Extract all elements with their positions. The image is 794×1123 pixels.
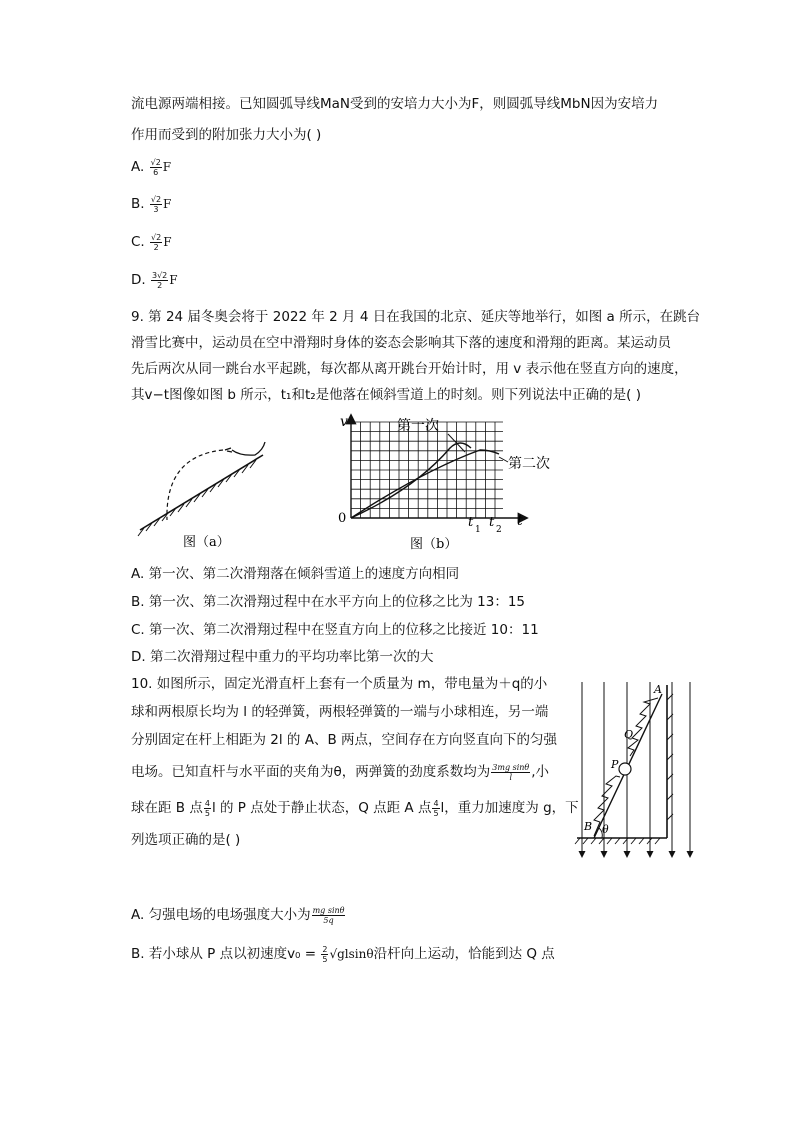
option-suffix: F bbox=[162, 160, 172, 174]
denominator: 3 bbox=[153, 204, 159, 214]
numerator: 3√2 bbox=[151, 270, 168, 280]
fraction bbox=[312, 906, 346, 925]
point-q-label: Q bbox=[624, 728, 634, 741]
numerator: 3mg sinθ bbox=[492, 762, 530, 772]
fraction bbox=[150, 233, 162, 252]
text-run: l，重力加速度为 g，下 bbox=[440, 800, 579, 816]
numerator: 2 bbox=[322, 944, 328, 954]
text-run: A. 匀强电场的电场强度大小为 bbox=[131, 907, 311, 923]
spring-rod-figure bbox=[572, 680, 697, 860]
v-axis-label: v bbox=[340, 414, 348, 430]
fraction bbox=[150, 158, 162, 177]
text-run: 电场。已知直杆与水平面的夹角为θ，两弹簧的劲度系数均为 bbox=[131, 764, 491, 780]
q9-stem-line-2: 滑雪比赛中，运动员在空中滑翔时身体的姿态会影响其下落的速度和滑翔的距离。某运动员 bbox=[131, 335, 671, 351]
denominator: 5q bbox=[323, 915, 334, 925]
denominator: 2 bbox=[153, 242, 159, 252]
t1-label: t bbox=[468, 515, 474, 530]
skier-icon bbox=[225, 448, 232, 452]
t2-label: t bbox=[489, 515, 495, 530]
upper-spring bbox=[628, 698, 658, 756]
numerator: √2 bbox=[150, 194, 162, 204]
q9-option-d: D. 第二次滑翔过程中重力的平均功率比第一次的大 bbox=[131, 649, 434, 665]
q10-option-a bbox=[131, 905, 346, 925]
fraction bbox=[321, 945, 328, 964]
denominator: 2 bbox=[157, 280, 163, 290]
fraction bbox=[204, 799, 211, 818]
ski-slope-figure bbox=[135, 438, 275, 550]
q8-option-b bbox=[131, 194, 171, 214]
q10-stem-line-1: 10. 如图所示，固定光滑直杆上套有一个质量为 m，带电量为＋q的小 bbox=[131, 676, 548, 692]
point-a-label: A bbox=[654, 683, 662, 696]
denominator: 5 bbox=[433, 808, 439, 818]
q8-option-d bbox=[131, 270, 178, 290]
sqrt-expression: √glsinθ bbox=[329, 947, 374, 961]
q10-stem-line-4 bbox=[131, 762, 549, 782]
option-label: B. bbox=[131, 196, 145, 212]
q9-option-c: C. 第一次、第二次滑翔过程中在竖直方向上的位移之比接近 10：11 bbox=[131, 622, 539, 638]
ground-hatching bbox=[575, 838, 660, 844]
t1-subscript: 1 bbox=[475, 525, 481, 535]
second-label-leader bbox=[499, 457, 508, 462]
q9-stem-line-3: 先后两次从同一跳台水平起跳，每次都从离开跳台开始计时，用 v 表示他在竖直方向的速度， bbox=[131, 361, 688, 377]
option-label: D. bbox=[131, 272, 146, 288]
q8-option-c bbox=[131, 232, 172, 252]
q10-option-b bbox=[131, 944, 555, 964]
figure-b-caption: 图（b） bbox=[410, 537, 458, 552]
slope-hatching bbox=[138, 460, 256, 536]
q10-stem-line-2: 球和两根原长均为 l 的轻弹簧，两根轻弹簧的一端与小球相连，另一端 bbox=[131, 704, 549, 720]
q9-option-b: B. 第一次、第二次滑翔过程中在水平方向上的位移之比为 13：15 bbox=[131, 594, 525, 610]
fraction bbox=[432, 799, 439, 818]
charged-ball bbox=[619, 763, 631, 775]
theta-label: θ bbox=[602, 823, 609, 836]
denominator: 5 bbox=[204, 808, 210, 818]
fraction bbox=[491, 763, 530, 782]
slope-line bbox=[140, 455, 263, 530]
origin-label: 0 bbox=[338, 511, 347, 526]
q8-stem-line-2: 作用而受到的附加张力大小为( ) bbox=[131, 127, 322, 143]
t2-subscript: 2 bbox=[496, 525, 502, 535]
figure-a-caption: 图（a） bbox=[183, 535, 230, 550]
numerator: 4 bbox=[433, 798, 439, 808]
point-p-label: P bbox=[611, 758, 619, 771]
second-jump-label: 第二次 bbox=[508, 456, 550, 472]
fraction bbox=[151, 271, 168, 290]
q8-stem-line-1: 流电源两端相接。已知圆弧导线MaN受到的安培力大小为F，则圆弧导线MbN因为安培力 bbox=[131, 96, 659, 112]
option-suffix: F bbox=[163, 235, 172, 249]
q9-stem-line-4: 其v−t图像如图 b 所示，t₁和t₂是他落在倾斜雪道上的时刻。则下列说法中正确的是( ) bbox=[131, 387, 641, 403]
text-run: 沿杆向上运动，恰能到达 Q 点 bbox=[373, 946, 555, 962]
ski-jump-platform bbox=[232, 442, 265, 455]
denominator: l bbox=[509, 772, 513, 782]
option-suffix: F bbox=[169, 273, 178, 287]
q10-stem-line-5 bbox=[131, 798, 579, 818]
text-run: 球在距 B 点 bbox=[131, 800, 203, 816]
q10-stem-line-3: 分别固定在杆上相距为 2l 的 A、B 两点，空间存在方向竖直向下的匀强 bbox=[131, 732, 558, 748]
q10-stem-line-6: 列选项正确的是( ) bbox=[131, 832, 241, 848]
point-b-label: B bbox=[584, 820, 593, 833]
denominator: 6 bbox=[153, 167, 159, 177]
first-jump-label: 第一次 bbox=[397, 418, 439, 434]
text-run: B. 若小球从 P 点以初速度v₀ = bbox=[131, 946, 321, 962]
q8-option-a bbox=[131, 157, 171, 177]
numerator: √2 bbox=[150, 157, 161, 167]
option-label: C. bbox=[131, 234, 145, 250]
text-run: ,小 bbox=[531, 764, 550, 780]
q9-option-a: A. 第一次、第二次滑翔落在倾斜雪道上的速度方向相同 bbox=[131, 566, 460, 582]
text-run: l 的 P 点处于静止状态，Q 点距 A 点 bbox=[211, 800, 432, 816]
numerator: 4 bbox=[204, 798, 210, 808]
t-axis-label: t bbox=[517, 513, 523, 529]
option-suffix: F bbox=[163, 197, 172, 211]
numerator: mg sinθ bbox=[312, 905, 345, 915]
vt-graph-figure bbox=[330, 410, 570, 558]
denominator: 5 bbox=[322, 954, 328, 964]
numerator: √2 bbox=[151, 232, 162, 242]
option-label: A. bbox=[131, 159, 145, 175]
fraction bbox=[150, 195, 162, 214]
q9-stem-line-1: 9. 第 24 届冬奥会将于 2022 年 2 月 4 日在我国的北京、延庆等地举行，如图 a 所示，在跳台 bbox=[131, 309, 701, 325]
